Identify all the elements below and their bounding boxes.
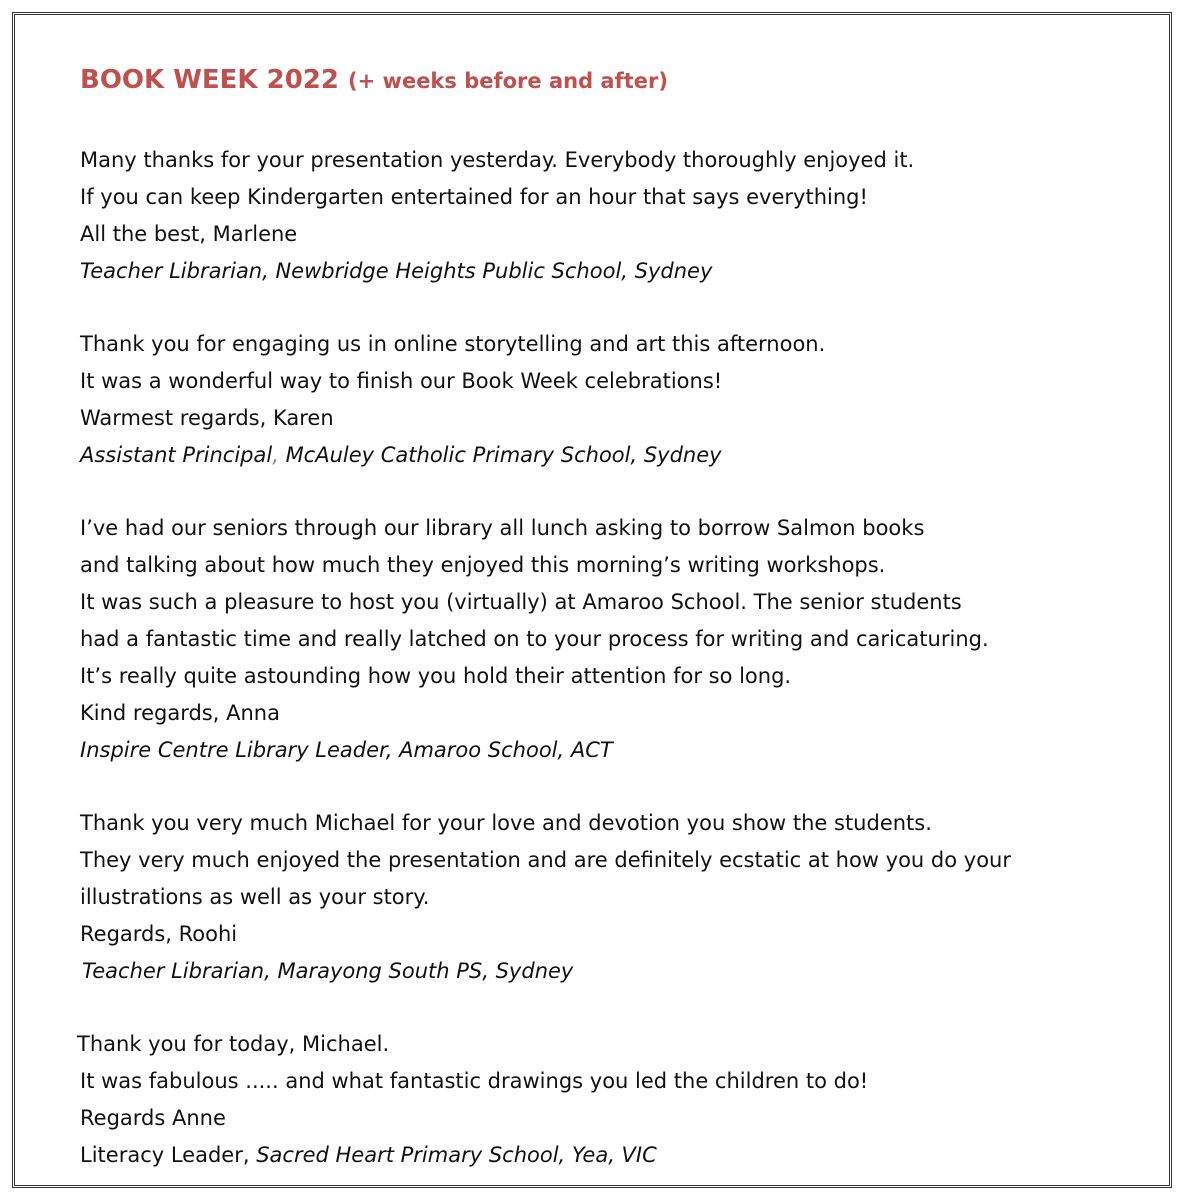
- heading-subtitle: (+ weeks before and after): [348, 69, 668, 93]
- signature-school: Sacred Heart Primary School, Yea, VIC: [256, 1143, 657, 1167]
- testimonial-line: It was such a pleasure to host you (virtually) at Amaroo School. The senior students: [80, 590, 962, 614]
- testimonial-signature: [80, 1137, 1140, 1174]
- signature-role: Assistant Principal: [80, 443, 273, 467]
- testimonial-line: If you can keep Kindergarten entertained for an hour that says everything!: [80, 185, 868, 209]
- testimonial-sign-off: Kind regards, Anna: [80, 701, 280, 725]
- testimonial-signature: Teacher Librarian, Newbridge Heights Public School, Sydney: [80, 259, 713, 283]
- testimonial-line: and talking about how much they enjoyed this morning’s writing workshops.: [80, 553, 886, 577]
- testimonial-line: illustrations as well as your story.: [80, 885, 430, 909]
- testimonial-line: Many thanks for your presentation yesterday. Everybody thoroughly enjoyed it.: [80, 148, 915, 172]
- testimonial-line: Thank you for engaging us in online storytelling and art this afternoon.: [80, 332, 826, 356]
- testimonial-karen: [80, 326, 1140, 474]
- testimonial-signature: Inspire Centre Library Leader, Amaroo School, ACT: [80, 738, 613, 762]
- testimonial-line: I’ve had our seniors through our library all lunch asking to borrow Salmon books: [80, 516, 925, 540]
- page-heading: [80, 58, 1140, 102]
- testimonial-line: They very much enjoyed the presentation and are definitely ecstatic at how you do your: [80, 848, 1011, 872]
- testimonial-line: had a fantastic time and really latched on to your process for writing and caricaturing.: [80, 627, 989, 651]
- testimonials-document: [77, 58, 1140, 1174]
- testimonial-line: It was a wonderful way to finish our Book Week celebrations!: [80, 369, 723, 393]
- testimonial-signature: Teacher Librarian, Marayong South PS, Sydney: [82, 959, 574, 983]
- testimonial-line: It’s really quite astounding how you hold their attention for so long.: [80, 664, 792, 688]
- testimonial-anna: [80, 510, 1140, 769]
- testimonial-marlene: [80, 142, 1140, 290]
- testimonial-sign-off: Regards Anne: [80, 1106, 226, 1130]
- signature-comma: ,: [272, 443, 279, 467]
- testimonial-roohi: [80, 805, 1140, 990]
- testimonial-line: Thank you for today, Michael.: [77, 1032, 390, 1056]
- heading-title: BOOK WEEK 2022: [80, 65, 339, 95]
- signature-role: Literacy Leader,: [80, 1143, 257, 1167]
- testimonial-sign-off: All the best, Marlene: [80, 222, 298, 246]
- testimonial-sign-off: Regards, Roohi: [80, 922, 238, 946]
- signature-school: McAuley Catholic Primary School, Sydney: [278, 443, 722, 467]
- testimonial-signature: [80, 437, 1140, 474]
- testimonial-sign-off: Warmest regards, Karen: [80, 406, 334, 430]
- testimonial-line: Thank you very much Michael for your love and devotion you show the students.: [80, 811, 932, 835]
- testimonial-anne: [77, 1026, 1140, 1174]
- testimonial-line: It was fabulous ..... and what fantastic drawings you led the children to do!: [80, 1069, 869, 1093]
